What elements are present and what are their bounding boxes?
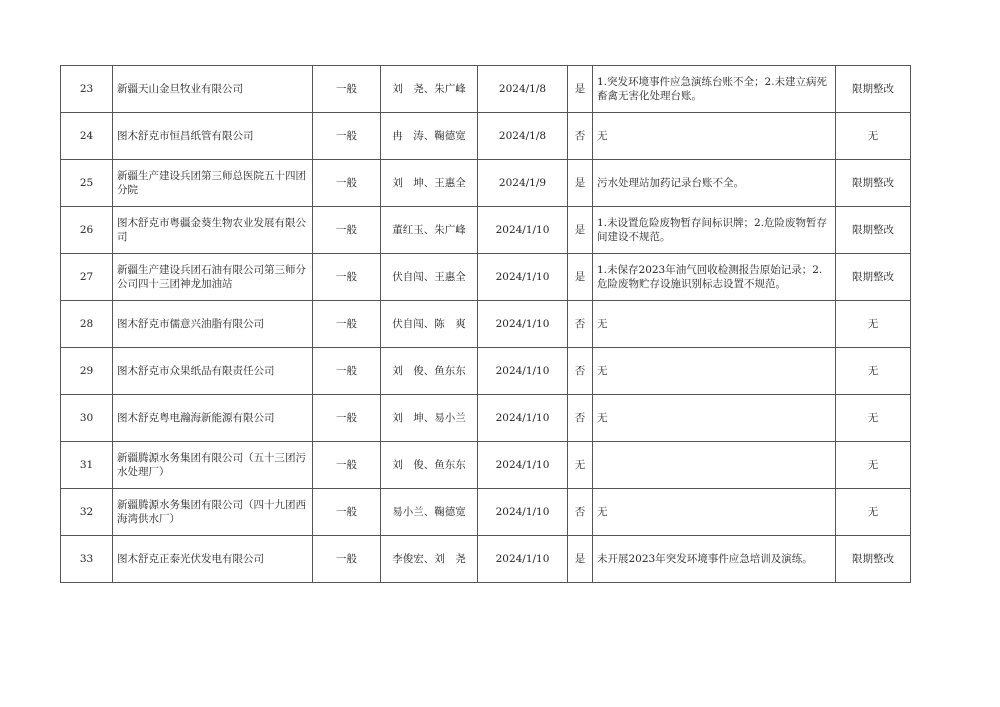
inspection-level-cell: 一般 [313, 254, 381, 301]
problem-flag-cell: 否 [568, 301, 593, 348]
table-row [61, 66, 911, 113]
row-number-cell: 32 [61, 489, 113, 536]
inspection-level-cell: 一般 [313, 348, 381, 395]
handling-action-cell: 限期整改 [836, 66, 911, 113]
inspection-level-cell: 一般 [313, 207, 381, 254]
inspection-level-cell: 一般 [313, 66, 381, 113]
table-row [61, 536, 911, 583]
row-number-cell: 24 [61, 113, 113, 160]
company-name-cell: 新疆腾源水务集团有限公司（四十九团西海湾供水厂） [113, 489, 313, 536]
handling-action-cell: 限期整改 [836, 160, 911, 207]
problem-flag-cell: 无 [568, 442, 593, 489]
table-row [61, 254, 911, 301]
table-row [61, 395, 911, 442]
problem-description-cell: 污水处理站加药记录台账不全。 [593, 160, 836, 207]
inspection-table [60, 65, 911, 583]
inspection-date-cell: 2024/1/10 [478, 348, 568, 395]
problem-flag-cell: 否 [568, 113, 593, 160]
problem-flag-cell: 否 [568, 395, 593, 442]
row-number-cell: 31 [61, 442, 113, 489]
inspectors-cell: 李俊宏、刘 尧 [381, 536, 478, 583]
handling-action-cell: 无 [836, 395, 911, 442]
problem-flag-cell: 否 [568, 489, 593, 536]
inspection-level-cell: 一般 [313, 442, 381, 489]
problem-flag-cell: 是 [568, 254, 593, 301]
inspection-date-cell: 2024/1/8 [478, 113, 568, 160]
problem-description-cell: 无 [593, 395, 836, 442]
problem-flag-cell: 是 [568, 207, 593, 254]
inspectors-cell: 刘 坤、易小兰 [381, 395, 478, 442]
handling-action-cell: 无 [836, 301, 911, 348]
company-name-cell: 图木舒克粤电瀚海新能源有限公司 [113, 395, 313, 442]
company-name-cell: 图木舒克市粤疆金葵生物农业发展有限公司 [113, 207, 313, 254]
company-name-cell: 图木舒克正泰光伏发电有限公司 [113, 536, 313, 583]
inspection-date-cell: 2024/1/10 [478, 395, 568, 442]
table-row [61, 348, 911, 395]
company-name-cell: 新疆天山金旦牧业有限公司 [113, 66, 313, 113]
problem-description-cell: 未开展2023年突发环境事件应急培训及演练。 [593, 536, 836, 583]
row-number-cell: 26 [61, 207, 113, 254]
inspection-date-cell: 2024/1/10 [478, 254, 568, 301]
company-name-cell: 图木舒克市恒昌纸管有限公司 [113, 113, 313, 160]
inspection-level-cell: 一般 [313, 160, 381, 207]
table-row [61, 113, 911, 160]
company-name-cell: 新疆生产建设兵团第三师总医院五十四团分院 [113, 160, 313, 207]
company-name-cell: 新疆生产建设兵团石油有限公司第三师分公司四十三团神龙加油站 [113, 254, 313, 301]
problem-flag-cell: 否 [568, 348, 593, 395]
row-number-cell: 33 [61, 536, 113, 583]
inspectors-cell: 刘 俊、鱼东东 [381, 442, 478, 489]
table-row [61, 207, 911, 254]
problem-description-cell: 无 [593, 489, 836, 536]
handling-action-cell: 限期整改 [836, 536, 911, 583]
inspectors-cell: 董红玉、朱广峰 [381, 207, 478, 254]
problem-description-cell: 1.未保存2023年油气回收检测报告原始记录；2.危险废物贮存设施识别标志设置不规范。 [593, 254, 836, 301]
problem-flag-cell: 是 [568, 66, 593, 113]
company-name-cell: 新疆腾源水务集团有限公司（五十三团污水处理厂） [113, 442, 313, 489]
row-number-cell: 23 [61, 66, 113, 113]
inspectors-cell: 冉 涛、鞠德宽 [381, 113, 478, 160]
handling-action-cell: 无 [836, 442, 911, 489]
inspection-date-cell: 2024/1/9 [478, 160, 568, 207]
inspection-date-cell: 2024/1/10 [478, 536, 568, 583]
row-number-cell: 29 [61, 348, 113, 395]
company-name-cell: 图木舒克市众果纸品有限责任公司 [113, 348, 313, 395]
row-number-cell: 27 [61, 254, 113, 301]
table-row [61, 301, 911, 348]
inspectors-cell: 易小兰、鞠德宽 [381, 489, 478, 536]
problem-description-cell [593, 442, 836, 489]
table-body [61, 66, 911, 583]
inspectors-cell: 刘 尧、朱广峰 [381, 66, 478, 113]
inspection-date-cell: 2024/1/10 [478, 489, 568, 536]
inspection-level-cell: 一般 [313, 489, 381, 536]
inspection-level-cell: 一般 [313, 536, 381, 583]
handling-action-cell: 限期整改 [836, 207, 911, 254]
table-row [61, 489, 911, 536]
inspection-date-cell: 2024/1/10 [478, 442, 568, 489]
problem-description-cell: 1.未设置危险废物暂存间标识牌；2.危险废物暂存间建设不规范。 [593, 207, 836, 254]
problem-flag-cell: 是 [568, 160, 593, 207]
inspectors-cell: 刘 俊、鱼东东 [381, 348, 478, 395]
inspection-date-cell: 2024/1/10 [478, 301, 568, 348]
handling-action-cell: 无 [836, 489, 911, 536]
row-number-cell: 28 [61, 301, 113, 348]
company-name-cell: 图木舒克市儒意兴油脂有限公司 [113, 301, 313, 348]
table-row [61, 160, 911, 207]
handling-action-cell: 无 [836, 113, 911, 160]
handling-action-cell: 无 [836, 348, 911, 395]
inspection-level-cell: 一般 [313, 113, 381, 160]
problem-description-cell: 1.突发环境事件应急演练台账不全；2.未建立病死畜禽无害化处理台账。 [593, 66, 836, 113]
inspectors-cell: 伏自闯、王惠全 [381, 254, 478, 301]
inspection-date-cell: 2024/1/8 [478, 66, 568, 113]
inspection-level-cell: 一般 [313, 301, 381, 348]
handling-action-cell: 限期整改 [836, 254, 911, 301]
problem-description-cell: 无 [593, 348, 836, 395]
row-number-cell: 30 [61, 395, 113, 442]
inspection-date-cell: 2024/1/10 [478, 207, 568, 254]
inspectors-cell: 伏自闯、陈 爽 [381, 301, 478, 348]
inspection-level-cell: 一般 [313, 395, 381, 442]
row-number-cell: 25 [61, 160, 113, 207]
table-row [61, 442, 911, 489]
problem-flag-cell: 是 [568, 536, 593, 583]
problem-description-cell: 无 [593, 301, 836, 348]
inspectors-cell: 刘 坤、王惠全 [381, 160, 478, 207]
problem-description-cell: 无 [593, 113, 836, 160]
